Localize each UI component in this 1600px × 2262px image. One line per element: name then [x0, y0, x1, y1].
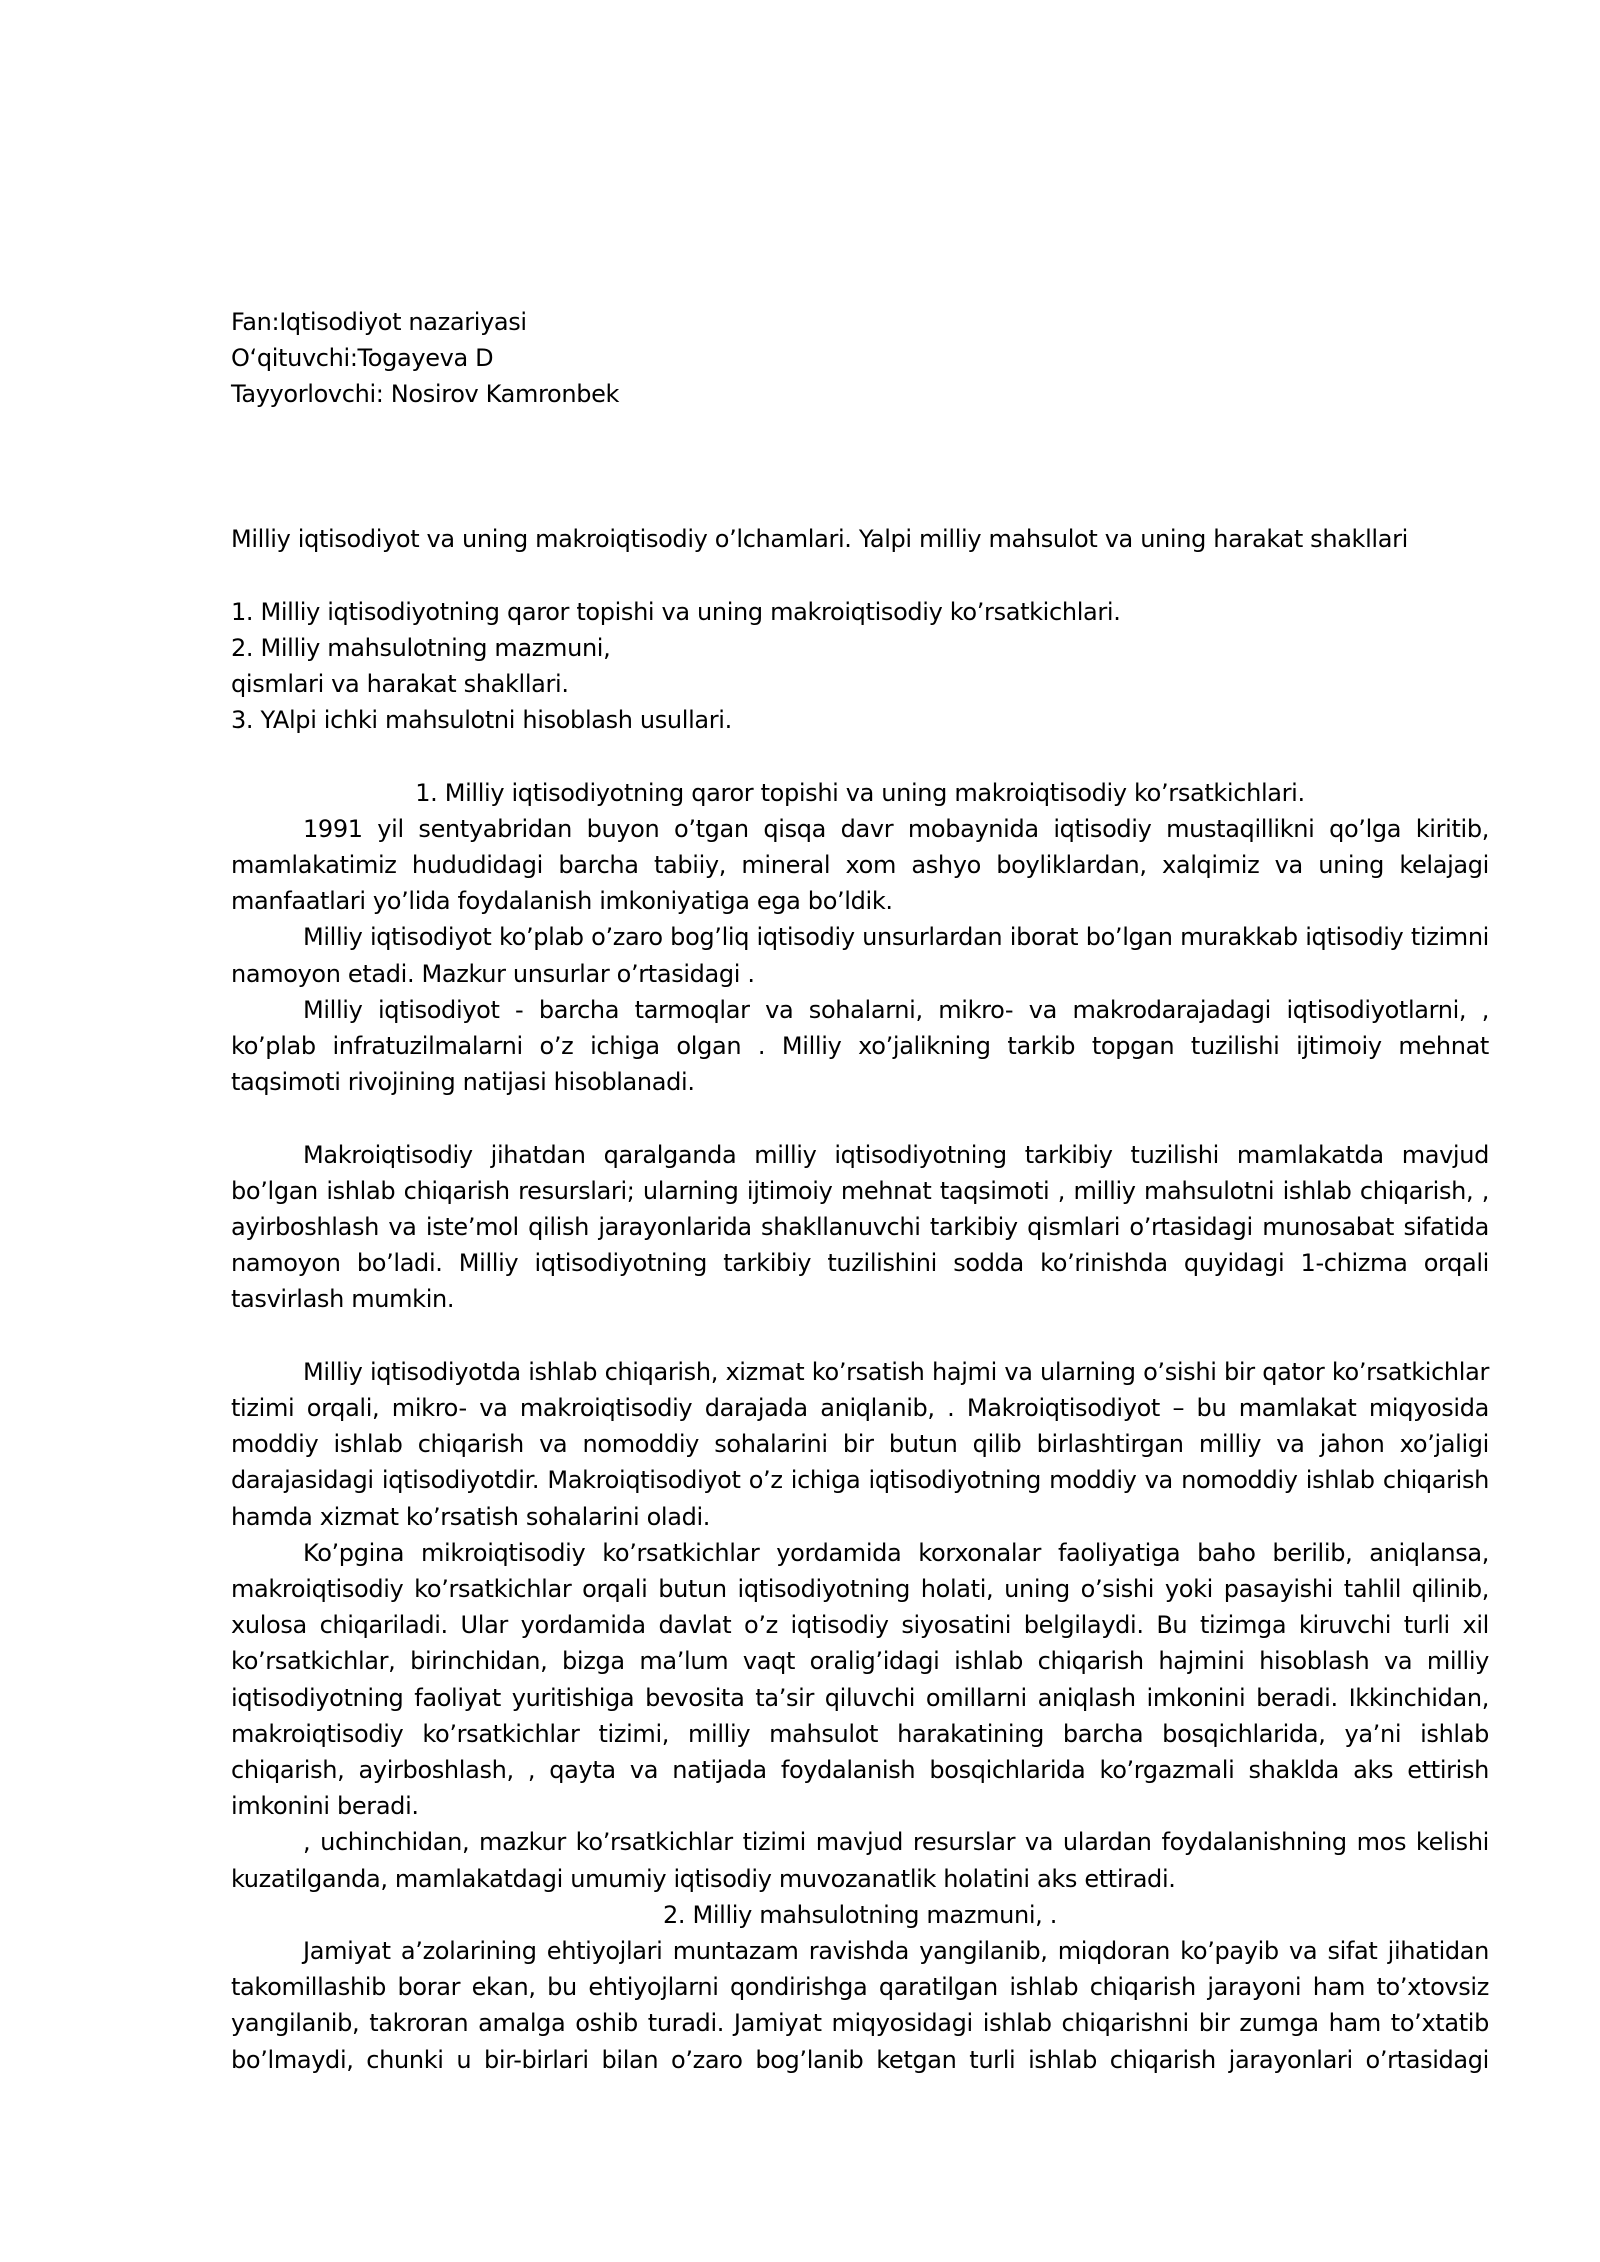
- teacher-line: O‘qituvchi:Togayeva D: [231, 344, 494, 373]
- section-2-heading: 2. Milliy mahsulotning mazmuni, .: [663, 1900, 1057, 1929]
- paragraph: Milliy iqtisodiyot - barcha tarmoqlar va sohalarni, mikro- va makrodarajadagi iqtisodiyotlarni, , ko’plab infratuzilmalarni o’z ichiga olgan . Milliy xo’jalikning tarkib topgan tuzilishi ijtimoiy mehnat taqsimoti rivojining natijasi hisoblanadi.: [231, 995, 1489, 1097]
- paragraph: Milliy iqtisodiyotda ishlab chiqarish, xizmat ko’rsatish hajmi va ularning o’sishi bir qator ko’rsatkichlar tizimi orqali, mikro- va makroiqtisodiy darajada aniqlanib, . Makroiqtisodiyot – bu mamlakat miqyosida moddiy ishlab chiqarish va nomoddiy sohalarini bir butun qilib birlashtirgan milliy va jahon xo’jaligi darajasidagi iqtisodiyotdir. Makroiqtisodiyot o’z ichiga iqtisodiyotning moddiy va nomoddiy ishlab chiqarish hamda xizmat ko’rsatish sohalarini oladi.: [231, 1357, 1489, 1531]
- paragraph: 1991 yil sentyabridan buyon o’tgan qisqa davr mobaynida iqtisodiy mustaqillikni qo’lga kiritib, mamlakatimiz hududidagi barcha tabiiy, mineral xom ashyo boyliklardan, xalqimiz va uning kelajagi manfaatlari yo’lida foydalanish imkoniyatiga ega bo’ldik.: [231, 814, 1489, 916]
- subject-line: Fan:Iqtisodiyot nazariyasi: [231, 308, 527, 336]
- toc-item: 3. YAlpi ichki mahsulotni hisoblash usullari.: [231, 706, 732, 735]
- paragraph: Milliy iqtisodiyot ko’plab o’zaro bog’liq iqtisodiy unsurlardan iborat bo’lgan murakkab iqtisodiy tizimni namoyon etadi. Mazkur unsurlar o’rtasidagi .: [231, 923, 1489, 988]
- toc-item: qismlari va harakat shakllari.: [231, 670, 569, 698]
- section-2: [231, 1897, 1489, 2078]
- table-of-contents: [231, 594, 1489, 739]
- toc-item: 2. Milliy mahsulotning mazmuni,: [231, 633, 611, 662]
- section-1: [231, 775, 1489, 1897]
- paragraph: Makroiqtisodiy jihatdan qaralganda milliy iqtisodiyotning tarkibiy tuzilishi mamlakatda mavjud bo’lgan ishlab chiqarish resurslari; ularning ijtimoiy mehnat taqsimoti , milliy mahsulotni ishlab chiqarish, , ayirboshlash va iste’mol qilish jarayonlarida shakllanuvchi tarkibiy qismlari o’rtasidagi munosabat sifatida namoyon bo’ladi. Milliy iqtisodiyotning tarkibiy tuzilishini sodda ko’rinishda quyidagi 1-chizma orqali tasvirlash mumkin.: [231, 1140, 1489, 1314]
- paragraph: Jamiyat a’zolarining ehtiyojlari muntazam ravishda yangilanib, miqdoran ko’payib va sifat jihatidan takomillashib borar ekan, bu ehtiyojlarni qondirishga qaratilgan ishlab chiqarish jarayoni ham to’xtovsiz yangilanib, takroran amalga oshib turadi. Jamiyat miqyosidagi ishlab chiqarishni bir zumga ham to’xtatib bo’lmaydi, chunki u bir-birlari bilan o’zaro bog’lanib ketgan turli ishlab chiqarish jarayonlari o’rtasidagi: [231, 1937, 1489, 2074]
- paragraph: , uchinchidan, mazkur ko’rsatkichlar tizimi mavjud resurslar va ulardan foydalanishning mos kelishi kuzatilganda, mamlakatdagi umumiy iqtisodiy muvozanatlik holatini aks ettiradi.: [231, 1828, 1489, 1893]
- section-1-heading: 1. Milliy iqtisodiyotning qaror topishi va uning makroiqtisodiy ko’rsatkichlari.: [415, 778, 1305, 807]
- document-body: [231, 304, 1489, 2078]
- document-header: [231, 304, 1489, 413]
- author-line: Tayyorlovchi: Nosirov Kamronbek: [231, 380, 620, 409]
- toc-item: 1. Milliy iqtisodiyotning qaror topishi va uning makroiqtisodiy ko’rsatkichlari.: [231, 597, 1121, 626]
- paragraph: Ko’pgina mikroiqtisodiy ko’rsatkichlar yordamida korxonalar faoliyatiga baho berilib, aniqlansa, makroiqtisodiy ko’rsatkichlar orqali butun iqtisodiyotning holati, uning o’sishi yoki pasayishi tahlil qilinib, xulosa chiqariladi. Ular yordamida davlat o’z iqtisodiy siyosatini belgilaydi. Bu tizimga kiruvchi turli xil ko’rsatkichlar, birinchidan, bizga ma’lum vaqt oralig’idagi ishlab chiqarish hajmini hisoblash va milliy iqtisodiyotning faoliyat yuritishiga bevosita ta’sir qiluvchi omillarni aniqlash imkonini beradi. Ikkinchidan, makroiqtisodiy ko’rsatkichlar tizimi, milliy mahsulot harakatining barcha bosqichlarida, ya’ni ishlab chiqarish, ayirboshlash, , qayta va natijada foydalanish bosqichlarida ko’rgazmali shaklda aks ettirish imkonini beradi.: [231, 1538, 1489, 1821]
- document-title: Milliy iqtisodiyot va uning makroiqtisodiy o’lchamlari. Yalpi milliy mahsulot va uning harakat shakllari: [231, 525, 1408, 554]
